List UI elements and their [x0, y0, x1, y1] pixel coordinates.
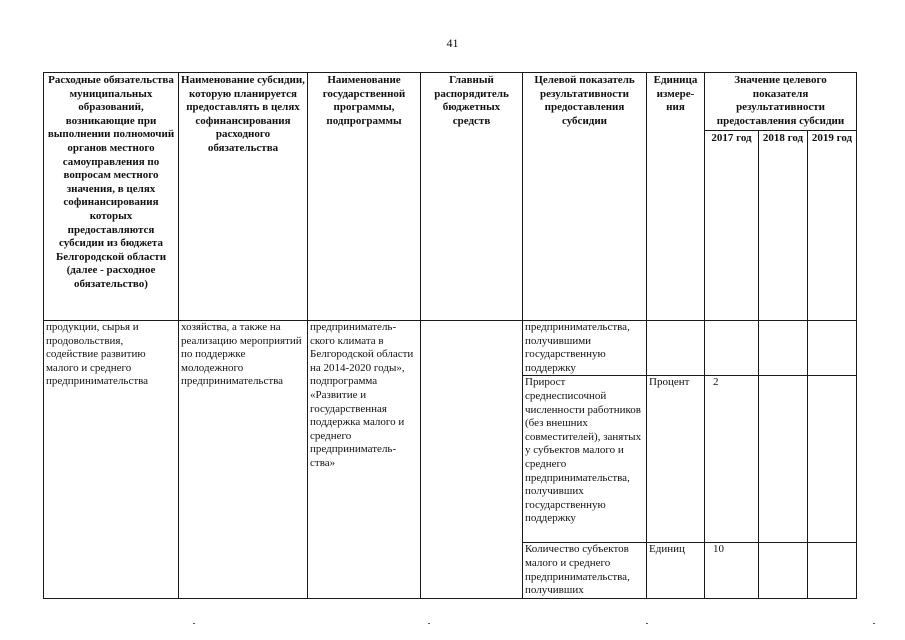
- cell-program-name: предприниматель-ского климата в Белгородской области на 2014-2020 годы», подпрограмма «Развитие и государственная поддержка малого и среднего предприниматель-ства»: [308, 321, 421, 599]
- cell-value-2018: [759, 376, 808, 543]
- cell-indicator-unit: [647, 321, 705, 376]
- header-program-name: Наименование государственной программы, подпрограммы: [308, 73, 421, 321]
- subsidy-table: [43, 72, 857, 599]
- cell-indicator-text: Прирост среднесписочной численности работников (без внешних совместителей), занятых у субъектов малого и среднего предпринимательства, получивших государственную поддержку: [523, 376, 647, 543]
- header-target-indicator: Целевой показатель результативности предоставления субсидии: [523, 73, 647, 321]
- header-year-2018: 2018 год: [759, 131, 808, 321]
- cell-value-2018: [759, 543, 808, 598]
- header-subsidy-name: Наименование субсидии, которую планируется предоставлять в целях софинансирования расходного обязательства: [179, 73, 308, 321]
- header-budget-manager: Главный распорядитель бюджетных средств: [421, 73, 523, 321]
- scan-mark: [428, 623, 430, 624]
- cell-value-2018: [759, 321, 808, 376]
- cell-value-2019: [808, 321, 857, 376]
- cell-budget-manager: [421, 321, 523, 599]
- cell-indicator-unit: Процент: [647, 376, 705, 543]
- page-number: 41: [446, 36, 459, 50]
- header-year-2019: 2019 год: [808, 131, 857, 321]
- cell-indicator-unit: Единиц: [647, 543, 705, 598]
- cell-value-2019: [808, 376, 857, 543]
- cell-value-2019: [808, 543, 857, 598]
- cell-indicator-text: Количество субъектов малого и среднего предпринимательства, получивших: [523, 543, 647, 598]
- scan-mark: [193, 623, 195, 624]
- scan-mark: [646, 623, 648, 624]
- header-target-value: Значение целевого показателя результативности предоставления субсидии: [705, 73, 857, 131]
- cell-obligations: продукции, сырья и продовольствия, содействие развитию малого и среднего предпринимательства: [44, 321, 179, 599]
- header-unit: Единица измере-ния: [647, 73, 705, 321]
- header-year-2017: 2017 год: [705, 131, 759, 321]
- scan-mark: [873, 623, 875, 624]
- cell-value-2017: 2: [705, 376, 759, 543]
- cell-indicator-text: предпринимательства, получившими государственную поддержку: [523, 321, 647, 376]
- header-obligations: Расходные обязательства муниципальных образований, возникающие при выполнении полномочий органов местного самоуправления по вопросам местного значения, в целях софинансирования которых предоставляются субсидии из бюджета Белгородской области (далее - расходное обязательство): [44, 73, 179, 321]
- cell-value-2017: 10: [705, 543, 759, 598]
- cell-subsidy-name: хозяйства, а также на реализацию мероприятий по поддержке молодежного предпринимательства: [179, 321, 308, 599]
- cell-value-2017: [705, 321, 759, 376]
